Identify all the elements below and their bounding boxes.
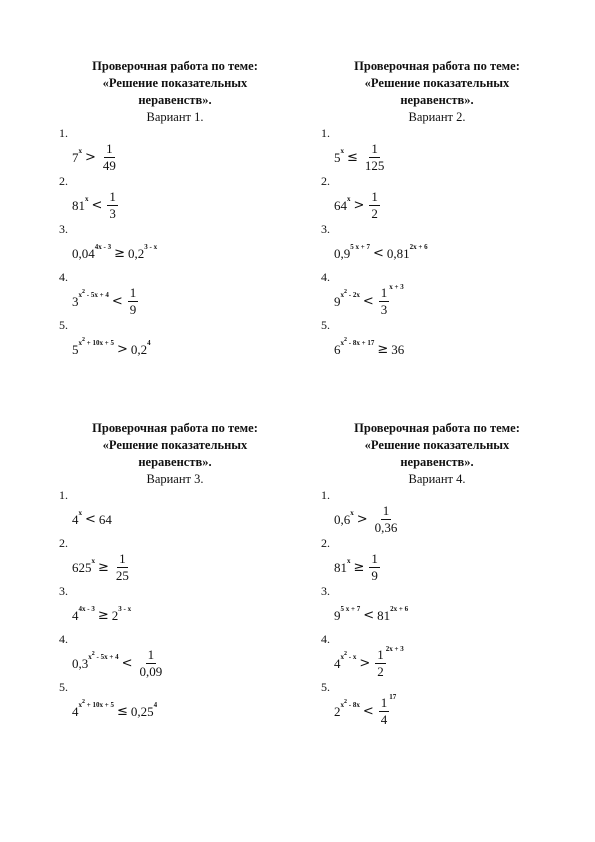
- exponent-rest: - 8x: [347, 700, 360, 709]
- left-base: 0,6: [334, 511, 351, 527]
- fraction-group: [367, 190, 380, 221]
- left-exponent: [340, 698, 360, 709]
- fraction: [128, 286, 139, 317]
- problem: [302, 536, 572, 584]
- exponent-var: x: [78, 508, 82, 517]
- fraction-denominator: 9: [129, 301, 137, 317]
- exponent-square: 2: [344, 698, 347, 705]
- left-exponent: [350, 244, 370, 251]
- fraction: [107, 190, 118, 221]
- exponent-var: 5 x + 7: [350, 242, 370, 251]
- fraction-group: [112, 552, 131, 583]
- header-line1: Проверочная работа по теме:: [92, 421, 258, 435]
- worksheet-header: [40, 58, 310, 126]
- exponent-rest: - 5x + 4: [94, 652, 119, 661]
- inequality: [72, 332, 310, 366]
- inequality-sign: <: [91, 197, 103, 213]
- left-base: 625: [72, 559, 92, 575]
- left-exponent: [78, 698, 114, 709]
- inequality: [334, 236, 572, 270]
- inequality-sign: >: [359, 655, 371, 671]
- fraction-denominator: 3: [109, 205, 116, 221]
- fraction-denominator: 4: [380, 711, 388, 727]
- fraction-denominator: 2: [377, 663, 384, 679]
- left-base: 0,3: [72, 655, 89, 671]
- left-base: 4: [334, 655, 341, 671]
- problem: [302, 632, 572, 680]
- exponent-var: x: [91, 556, 95, 565]
- fraction-numerator: 1: [371, 140, 378, 156]
- left-base: 4: [72, 703, 79, 719]
- problem-number: 5.: [321, 680, 330, 694]
- left-base: 0,9: [334, 245, 351, 261]
- fraction-numerator: 1: [106, 140, 113, 156]
- left-exponent: [95, 244, 111, 251]
- inequality-sign: ≤: [116, 703, 128, 719]
- left-base: 81: [334, 559, 347, 575]
- header-line1: Проверочная работа по теме:: [92, 59, 258, 73]
- header-line3: неравенств».: [138, 455, 212, 469]
- exponent-square: 2: [344, 336, 347, 343]
- left-base: 4: [72, 511, 79, 527]
- inequality-sign: ≥: [97, 607, 109, 623]
- fraction: [379, 696, 390, 727]
- fraction: [369, 552, 380, 583]
- left-exponent: [347, 558, 351, 565]
- fraction-denominator: 0,09: [139, 663, 163, 679]
- fraction: [375, 648, 386, 679]
- fraction-group: [377, 282, 404, 317]
- inequality: [72, 284, 310, 318]
- left-base: 5: [334, 149, 341, 165]
- worksheet-header: [302, 58, 572, 126]
- inequality: [334, 284, 572, 318]
- problem: [40, 126, 310, 174]
- fraction-group: [361, 142, 387, 173]
- fraction: [137, 648, 164, 679]
- left-base: 0,04: [72, 245, 95, 261]
- fraction-group: [126, 286, 139, 317]
- fraction-numerator: 1: [109, 188, 116, 204]
- inequality: [334, 550, 572, 584]
- fraction-denominator: 0,36: [374, 519, 398, 535]
- problem: [40, 270, 310, 318]
- left-base: 9: [334, 293, 341, 309]
- right-exponent: 2x + 6: [409, 242, 428, 251]
- inequality: [72, 188, 310, 222]
- exponent-var: 4x - 3: [78, 604, 95, 613]
- problem: [40, 318, 310, 366]
- left-exponent: [350, 510, 354, 517]
- exponent-var: x: [340, 338, 344, 347]
- exponent-square: 2: [82, 288, 85, 295]
- exponent-square: 2: [82, 698, 85, 705]
- fraction-numerator: 1: [380, 284, 388, 300]
- exponent-rest: + 10x + 5: [85, 700, 114, 709]
- problem: [302, 584, 572, 632]
- variant-title: Вариант 4.: [408, 472, 466, 486]
- left-exponent: [341, 148, 345, 155]
- right-base: 36: [391, 341, 405, 357]
- problem-number: 4.: [59, 632, 68, 646]
- problem: [302, 174, 572, 222]
- right-base: 0,81: [386, 245, 410, 261]
- inequality: [72, 550, 310, 584]
- exponent-var: x: [78, 338, 82, 347]
- left-exponent: [341, 606, 361, 613]
- problem: [302, 488, 572, 536]
- fraction-denominator: 3: [380, 301, 388, 317]
- inequality-sign: >: [356, 511, 368, 527]
- problem-number: 3.: [59, 222, 68, 236]
- inequality: [72, 694, 310, 728]
- fraction-group: [367, 552, 380, 583]
- left-exponent: [78, 336, 114, 347]
- inequality-sign: ≥: [114, 245, 125, 261]
- variant-4: [302, 420, 572, 728]
- variant-1: [40, 58, 310, 366]
- fraction-denominator: 25: [115, 567, 129, 583]
- inequality: [334, 502, 572, 536]
- right-base: 81: [377, 607, 391, 623]
- fraction-group: [105, 190, 118, 221]
- header-line1: Проверочная работа по теме:: [354, 59, 520, 73]
- problem: [40, 584, 310, 632]
- inequality: [72, 140, 310, 174]
- header-line3: неравенств».: [400, 455, 474, 469]
- fraction-group: [371, 504, 400, 535]
- inequality: [72, 646, 310, 680]
- fraction-exponent: x + 3: [389, 282, 404, 291]
- header-line2: «Решение показательных: [364, 438, 510, 452]
- right-base: 64: [98, 511, 112, 527]
- variant-2: [302, 58, 572, 366]
- left-exponent: [85, 196, 89, 203]
- fraction-numerator: 1: [119, 550, 126, 566]
- problem-number: 1.: [59, 126, 68, 140]
- exponent-var: x: [340, 700, 344, 709]
- exponent-var: x: [347, 556, 351, 565]
- left-base: 81: [72, 197, 85, 213]
- header-line3: неравенств».: [400, 93, 474, 107]
- left-base: 5: [72, 341, 79, 357]
- exponent-rest: + 10x + 5: [85, 338, 114, 347]
- header-line1: Проверочная работа по теме:: [354, 421, 520, 435]
- header-line3: неравенств».: [138, 93, 212, 107]
- exponent-square: 2: [82, 336, 85, 343]
- inequality-sign: ≥: [377, 341, 389, 357]
- fraction: [101, 142, 118, 173]
- exponent-var: x: [88, 652, 92, 661]
- problem-number: 5.: [321, 318, 330, 332]
- problem-number: 4.: [59, 270, 68, 284]
- problem: [40, 222, 310, 270]
- exponent-rest: - 8x + 17: [347, 338, 375, 347]
- right-exponent: 4: [147, 338, 151, 347]
- fraction-denominator: 125: [364, 157, 385, 173]
- header-line2: «Решение показательных: [102, 438, 248, 452]
- right-exponent: 3 - x: [144, 242, 158, 251]
- inequality: [72, 598, 310, 632]
- left-exponent: [78, 288, 109, 299]
- fraction: [363, 142, 387, 173]
- variant-title: Вариант 3.: [146, 472, 204, 486]
- fraction-numerator: 1: [377, 646, 384, 662]
- exponent-var: x: [340, 290, 344, 299]
- header-line2: «Решение показательных: [102, 76, 248, 90]
- fraction: [373, 504, 400, 535]
- fraction-exponent: 2x + 3: [385, 644, 404, 653]
- left-exponent: [340, 288, 360, 299]
- exponent-rest: - 2x: [347, 290, 360, 299]
- left-exponent: [92, 558, 96, 565]
- exponent-var: x: [85, 194, 89, 203]
- exponent-square: 2: [344, 288, 347, 295]
- variant-title: Вариант 2.: [408, 110, 466, 124]
- fraction-denominator: 2: [371, 205, 378, 221]
- fraction-numerator: 1: [129, 284, 137, 300]
- problem: [40, 680, 310, 728]
- left-exponent: [347, 196, 351, 203]
- left-base: 2: [334, 703, 341, 719]
- fraction-numerator: 1: [380, 694, 388, 710]
- fraction: [114, 552, 131, 583]
- fraction: [369, 190, 380, 221]
- exponent-square: 2: [344, 650, 347, 657]
- fraction-numerator: 1: [371, 550, 378, 566]
- inequality-sign: <: [111, 293, 123, 309]
- inequality-sign: >: [116, 341, 128, 357]
- fraction-numerator: 1: [371, 188, 378, 204]
- problem: [302, 318, 572, 366]
- problem-number: 2.: [59, 536, 68, 550]
- inequality-sign: <: [121, 655, 133, 671]
- problem: [40, 174, 310, 222]
- exponent-var: x: [78, 290, 82, 299]
- fraction: [379, 286, 390, 317]
- worksheet-header: [302, 420, 572, 488]
- exponent-rest: - x: [347, 652, 357, 661]
- right-base: 0,2: [128, 245, 145, 261]
- left-exponent: [79, 606, 95, 613]
- inequality: [334, 598, 572, 632]
- left-exponent: [88, 650, 119, 661]
- exponent-var: 4x - 3: [94, 242, 112, 251]
- fraction-exponent: 17: [389, 692, 397, 701]
- right-base: 0,2: [130, 341, 148, 357]
- problem-number: 3.: [321, 584, 330, 598]
- inequality-sign: >: [353, 197, 365, 213]
- worksheet-header: [40, 420, 310, 488]
- inequality-sign: ≤: [347, 149, 358, 165]
- fraction-group: [377, 692, 397, 727]
- left-exponent: [340, 650, 357, 661]
- inequality: [72, 236, 310, 270]
- fraction-group: [135, 648, 164, 679]
- right-exponent: 2x + 6: [390, 604, 409, 613]
- problem-number: 3.: [321, 222, 330, 236]
- inequality: [72, 502, 310, 536]
- problem-number: 2.: [321, 536, 330, 550]
- fraction-denominator: 9: [371, 567, 378, 583]
- inequality: [334, 332, 572, 366]
- exponent-var: 5 x + 7: [340, 604, 361, 613]
- right-base: 2: [111, 607, 119, 623]
- fraction-denominator: 49: [102, 157, 116, 173]
- right-exponent: 3 - x: [118, 604, 132, 613]
- exponent-var: x: [78, 146, 82, 155]
- inequality: [334, 646, 572, 680]
- inequality-sign: <: [85, 511, 96, 527]
- inequality-sign: <: [363, 607, 375, 623]
- left-base: 4: [72, 607, 79, 623]
- inequality-sign: <: [362, 293, 374, 309]
- left-base: 64: [334, 197, 347, 213]
- fraction-numerator: 1: [147, 646, 155, 662]
- inequality-sign: ≥: [98, 559, 109, 575]
- problem-number: 2.: [59, 174, 68, 188]
- problem-number: 2.: [321, 174, 330, 188]
- exponent-var: x: [340, 652, 344, 661]
- left-exponent: [340, 336, 375, 347]
- inequality-sign: <: [373, 245, 384, 261]
- problem: [302, 680, 572, 728]
- exponent-var: x: [347, 194, 351, 203]
- inequality-sign: ≥: [353, 559, 365, 575]
- left-base: 7: [72, 149, 79, 165]
- left-exponent: [79, 148, 83, 155]
- exponent-var: x: [350, 508, 354, 517]
- left-base: 6: [334, 341, 341, 357]
- problem: [302, 270, 572, 318]
- exponent-rest: - 5x + 4: [85, 290, 109, 299]
- exponent-var: x: [78, 700, 82, 709]
- problem: [40, 632, 310, 680]
- exponent-var: x: [340, 146, 344, 155]
- inequality-sign: >: [85, 149, 96, 165]
- problem-number: 4.: [321, 632, 330, 646]
- right-base: 0,25: [130, 703, 154, 719]
- left-base: 3: [72, 293, 79, 309]
- inequality: [334, 140, 572, 174]
- problem: [302, 126, 572, 174]
- right-exponent: 4: [153, 700, 158, 709]
- left-exponent: [79, 510, 83, 517]
- problem: [40, 488, 310, 536]
- exponent-square: 2: [91, 650, 95, 657]
- problem-number: 5.: [59, 680, 68, 694]
- problem-number: 5.: [59, 318, 68, 332]
- problem-number: 1.: [321, 488, 330, 502]
- fraction-numerator: 1: [382, 502, 390, 518]
- variant-title: Вариант 1.: [146, 110, 204, 124]
- problem: [40, 536, 310, 584]
- left-base: 9: [334, 607, 341, 623]
- inequality-sign: <: [362, 703, 374, 719]
- problem-number: 1.: [59, 488, 68, 502]
- inequality: [334, 188, 572, 222]
- problem-number: 1.: [321, 126, 330, 140]
- header-line2: «Решение показательных: [364, 76, 510, 90]
- problem-number: 3.: [59, 584, 68, 598]
- fraction-group: [99, 142, 118, 173]
- problem-number: 4.: [321, 270, 330, 284]
- fraction-group: [373, 644, 404, 679]
- problem: [302, 222, 572, 270]
- variant-3: [40, 420, 310, 728]
- inequality: [334, 694, 572, 728]
